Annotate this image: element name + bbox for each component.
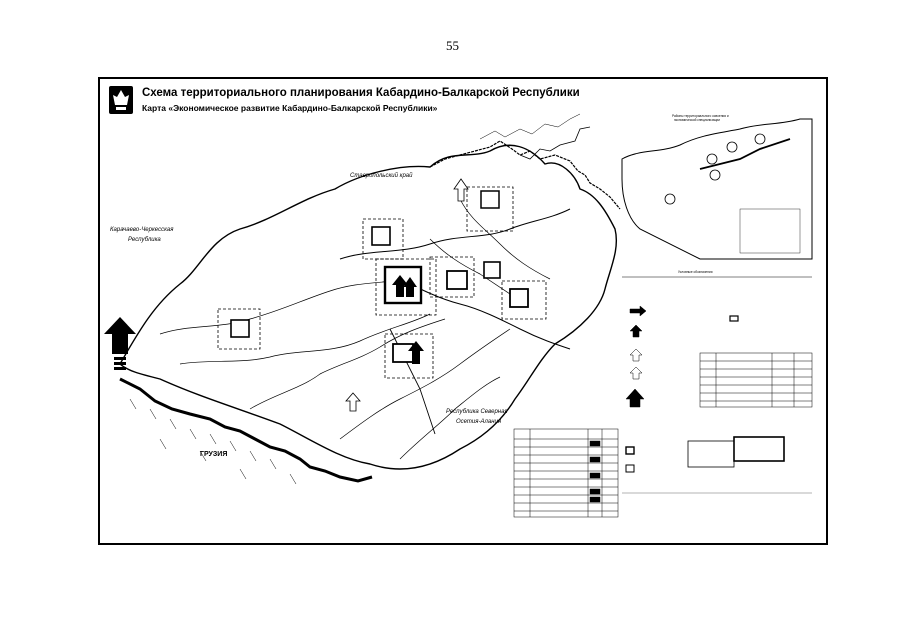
zone-south bbox=[385, 334, 433, 378]
republic-territory bbox=[120, 145, 616, 469]
zone-east-1 bbox=[430, 257, 474, 297]
inset-map bbox=[622, 119, 812, 259]
legend-heading: Условные обозначения bbox=[678, 270, 713, 274]
map-title: Схема территориального планирования Кабардино-Балкарской Республики bbox=[142, 87, 580, 99]
ne-boundary bbox=[520, 127, 590, 159]
label-georgia: ГРУЗИЯ bbox=[200, 451, 228, 458]
coat-of-arms-icon bbox=[108, 85, 134, 115]
label-kchr-line2: Республика bbox=[128, 237, 161, 243]
inset-title-line2: экономической специализации bbox=[674, 118, 720, 122]
southern-border bbox=[120, 379, 372, 481]
mountain-hatching bbox=[130, 399, 296, 484]
label-kchr-line1: Карачаево-Черкесская bbox=[110, 227, 174, 233]
map-frame bbox=[98, 77, 828, 545]
label-ossetia-line2: Осетия-Алания bbox=[456, 419, 502, 425]
road bbox=[400, 279, 570, 349]
neighbor-outline bbox=[480, 114, 580, 139]
river bbox=[400, 377, 500, 459]
arrow-symbol-south bbox=[346, 393, 360, 411]
map-subtitle: Карта «Экономическое развитие Кабардино-Балкарской Республики» bbox=[142, 103, 438, 113]
river bbox=[460, 199, 550, 279]
arrow-symbol-north bbox=[454, 179, 468, 201]
zone-east-2 bbox=[484, 262, 500, 278]
legend-block bbox=[622, 277, 812, 407]
zone-west bbox=[218, 309, 260, 349]
bottom-legend-table bbox=[514, 429, 812, 517]
zone-center bbox=[376, 259, 436, 315]
river bbox=[160, 279, 400, 334]
label-stavropol: Ставропольский край bbox=[350, 173, 413, 179]
zone-east-3 bbox=[502, 281, 546, 319]
label-ossetia-line1: Республика Северная bbox=[446, 409, 508, 415]
inset-title-line1: Районы территориального освоения и bbox=[672, 114, 729, 118]
page-number: 55 bbox=[446, 38, 459, 53]
zone-north bbox=[467, 187, 513, 231]
map-drawing[interactable] bbox=[100, 79, 826, 543]
